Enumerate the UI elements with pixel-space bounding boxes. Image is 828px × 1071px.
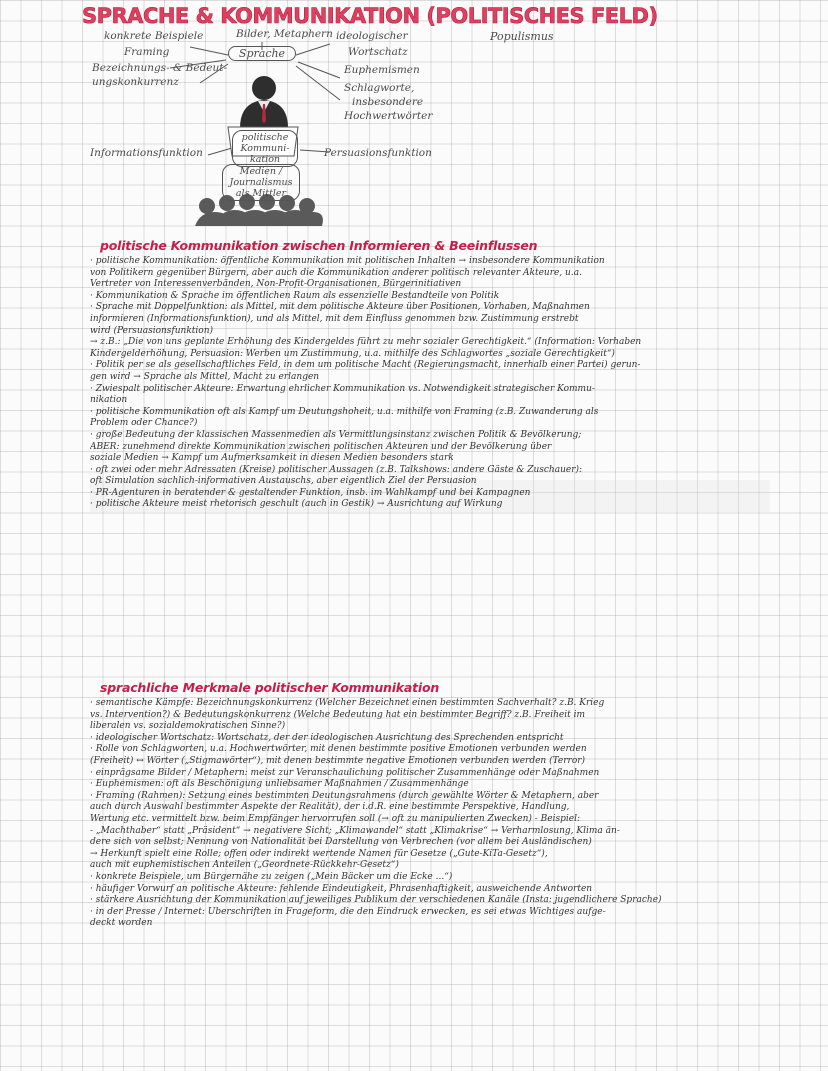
section2-notes xyxy=(90,698,760,930)
mm-center-bubble: Sprache xyxy=(228,46,296,61)
mm-info-function: Informationsfunktion xyxy=(90,147,203,159)
page-title: SPRACHE & KOMMUNIKATION (POLITISCHES FELD) xyxy=(82,4,658,28)
s1-line-13: nikation xyxy=(90,395,128,406)
s1-line-12: · Zwiespalt politischer Akteure: Erwartung ehrlicher Kommunikation vs. Notwendigkeit strategischer Kommu- xyxy=(90,383,595,394)
s1-line-11: gen wird → Sprache als Mittel, Macht zu erlangen xyxy=(90,371,320,382)
s2-line-6: (Freiheit) ↔ Wörter („Stigmawörter“), mit denen bestimmte negative Emotionen verbunden werden (Terror) xyxy=(90,755,586,766)
s2-line-17: · häufiger Vorwurf an politische Akteure: fehlende Eindeutigkeit, Phrasenhaftigkeit, ausweichende Antworten xyxy=(90,883,593,894)
s1-line-3: Vertreter von Interessenverbänden, Non-Profit-Organisationen, Bürgerinitiativen xyxy=(90,279,462,290)
s1-line-8: → z.B.: „Die von uns geplante Erhöhung des Kindergeldes führt zu mehr sozialer Gerechtigkeit.“ (Information: Vorhaben xyxy=(90,337,642,348)
section1-heading: politische Kommunikation zwischen Informieren & Beeinflussen xyxy=(100,238,538,253)
s2-line-14: → Herkunft spielt eine Rolle; offen oder indirekt wertende Namen für Gesetze („Gute-KiTa-Gesetz“), xyxy=(90,848,548,859)
section1-notes xyxy=(90,256,760,511)
mm-pk-bubble: politische Kommuni- kation xyxy=(232,130,298,167)
s1-line-19: · oft zwei oder mehr Adressaten (Kreise) politischer Aussagen (z.B. Talkshows: andere Gäste & Zuschauer): xyxy=(90,464,583,475)
mm-left-3: Bezeichnungs- & Bedeut- xyxy=(92,62,228,74)
s2-line-16: · konkrete Beispiele, um Bürgernähe zu zeigen („Mein Bäcker um die Ecke ...“) xyxy=(90,871,453,882)
mm-top: Bilder, Metaphern xyxy=(236,28,333,40)
mm-right-3: Euphemismen xyxy=(344,64,420,76)
mm-populismus: Populismus xyxy=(490,30,554,43)
s1-line-15: Problem oder Chance?) xyxy=(90,418,198,429)
s1-line-21: · PR-Agenturen in beratender & gestaltender Funktion, insb. im Wahlkampf und bei Kampagnen xyxy=(90,487,531,498)
s1-line-5: · Sprache mit Doppelfunktion: als Mittel, mit dem politische Akteure über Positionen, Vorhaben, Maßnahmen xyxy=(90,302,590,313)
mm-right-5: insbesondere xyxy=(352,96,424,108)
s1-line-17: ABER: zunehmend direkte Kommunikation zwischen politischen Akteuren und der Bevölkerung über xyxy=(90,441,552,452)
mm-medien-bubble: Medien / Journalismus als Mittler xyxy=(222,164,300,201)
s2-line-3: liberalen vs. sozialdemokratischen Sinne?) xyxy=(90,721,286,732)
mm-left-2: Framing xyxy=(124,46,170,58)
s2-line-11: Wertung etc. vermittelt bzw. beim Empfänger hervorrufen soll (→ oft zu manipulierten Zwecken) - Beispiel: xyxy=(90,813,580,824)
s1-line-4: · Kommunikation & Sprache im öffentlichen Raum als essenzielle Bestandteile von Politik xyxy=(90,290,500,301)
s2-line-4: · ideologischer Wortschatz: Wortschatz, der der ideologischen Ausrichtung des Sprechenden entspricht xyxy=(90,732,564,743)
s1-line-1: · politische Kommunikation: öffentliche Kommunikation mit politischen Inhalten → insbesondere Kommunikation xyxy=(90,256,605,266)
speaker-figure xyxy=(240,76,288,128)
s1-line-20: oft Simulation sachlich-informativen Austauschs, aber eigentlich Ziel der Persuasion xyxy=(90,476,477,487)
s1-line-6: informieren (Informationsfunktion), und als Mittel, mit dem Einfluss genommen bzw. Zustimmung erstrebt xyxy=(90,313,579,324)
s1-line-2: von Politikern gegenüber Bürgern, aber auch die Kommunikation anderer politisch relevanter Akteure, u.a. xyxy=(90,267,582,278)
s1-line-18: soziale Medien → Kampf um Aufmerksamkeit in diesen Medien besonders stark xyxy=(90,453,454,464)
section2-heading: sprachliche Merkmale politischer Kommunikation xyxy=(100,680,440,695)
s2-line-18: · stärkere Ausrichtung der Kommunikation auf jeweiliges Publikum der verschiedenen Kanäle (Insta: jugendlichere Sprache) xyxy=(90,895,662,906)
s2-line-13: dere sich von selbst; Nennung von Nationalität bei Darstellung von Verbrechen (vor allem bei Ausländischen) xyxy=(90,837,592,848)
mm-persuasion-function: Persuasionsfunktion xyxy=(324,147,432,159)
s2-line-1: · semantische Kämpfe: Bezeichnungskonkurrenz (Welcher Bezeichnet einen bestimmten Sachverhalt? z.B. Krieg xyxy=(90,698,605,708)
s2-line-10: auch durch Auswahl bestimmter Aspekte der Realität), der i.d.R. eine bestimmte Perspektive, Handlung, xyxy=(90,802,570,813)
mm-left-4: ungskonkurrenz xyxy=(92,76,179,88)
s2-line-12: - „Machthaber“ statt „Präsident“ → negativere Sicht; „Klimawandel“ statt „Klimakrise“ → Verharmlosung, Klima än- xyxy=(90,825,620,836)
s2-line-19: · in der Presse / Internet: Überschriften in Frageform, die den Eindruck erwecken, es sei etwas Wichtiges aufge- xyxy=(90,906,606,917)
s2-line-2: vs. Intervention?) & Bedeutungskonkurrenz (Welche Bedeutung hat ein bestimmter Begriff? z.B. Freiheit im xyxy=(90,709,585,720)
s2-line-20: deckt worden xyxy=(90,918,153,929)
s2-line-9: · Framing (Rahmen): Setzung eines bestimmten Deutungsrahmens (durch gewählte Wörter & Metaphern, aber xyxy=(90,790,599,801)
s1-line-7: wird (Persuasionsfunktion) xyxy=(90,325,214,336)
s1-line-10: · Politik per se als gesellschaftliches Feld, in dem um politische Macht (Regierungsmacht, innerhalb einer Partei) gerun- xyxy=(90,360,641,371)
s2-line-5: · Rolle von Schlagworten, u.a. Hochwertwörter, mit denen bestimmte positive Emotionen verbunden werden xyxy=(90,744,587,755)
mm-left-1: konkrete Beispiele xyxy=(104,30,204,42)
mm-right-6: Hochwertwörter xyxy=(344,110,433,122)
mm-right-4: Schlagworte, xyxy=(344,82,415,94)
s1-line-9: Kindergelderhöhung, Persuasion: Werben um Zustimmung, u.a. mithilfe des Schlagwortes „soziale Gerechtigkeit“) xyxy=(90,348,615,359)
mm-right-1: ideologischer xyxy=(336,30,408,42)
s1-line-22: · politische Akteure meist rhetorisch geschult (auch in Gestik) → Ausrichtung auf Wirkung xyxy=(90,499,503,510)
s1-line-14: · politische Kommunikation oft als Kampf um Deutungshoheit, u.a. mithilfe von Framing (z.B. Zuwanderung als xyxy=(90,406,599,417)
s2-line-15: auch mit euphemistischen Anteilen („Geordnete-Rückkehr-Gesetz“) xyxy=(90,860,399,871)
mm-right-2: Wortschatz xyxy=(348,46,408,58)
s2-line-8: · Euphemismen: oft als Beschönigung unliebsamer Maßnahmen / Zusammenhänge xyxy=(90,779,469,790)
s2-line-7: · einprägsame Bilder / Metaphern: meist zur Veranschaulichung politischer Zusammenhänge oder Maßnahmen xyxy=(90,767,600,778)
s1-line-16: · große Bedeutung der klassischen Massenmedien als Vermittlungsinstanz zwischen Politik & Bevölkerung; xyxy=(90,429,582,440)
